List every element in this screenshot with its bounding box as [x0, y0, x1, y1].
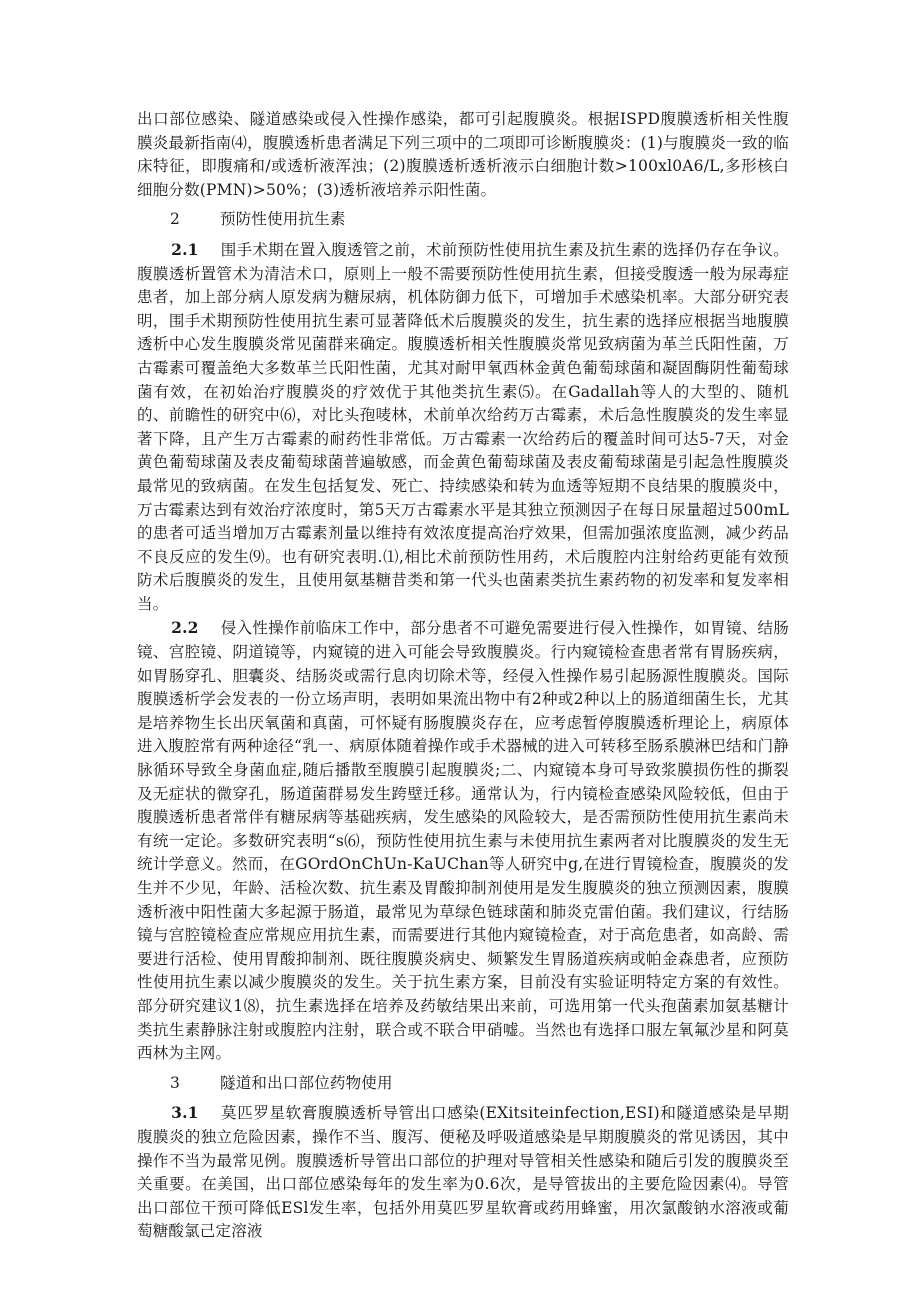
paragraph-2-1-number: 2.1: [171, 239, 199, 259]
section-2-number: 2: [170, 210, 181, 229]
paragraph-3-1-number: 3.1: [171, 1103, 199, 1123]
section-2-title: 预防性使用抗生素: [220, 210, 346, 229]
section-3-number: 3: [170, 1073, 181, 1092]
paragraph-2-1-text: 围手术期在置入腹透管之前，术前预防性使用抗生素及抗生素的选择仍存在争议。腹膜透析置管术为清洁术口，原则上一般不需要预防性使用抗生素，但接受腹透一般为尿毒症患者，加上部分病人原发病为糖尿病，机体防御力低下，可增加手术感染机率。大部分研究表明，围手术期预防性使用抗生素可显著降低术后腹膜炎的发生，抗生素的选择应根据当地腹膜透析中心发生腹膜炎常见菌群来确定。腹膜透析相关性腹膜炎常见致病菌为革兰氏阳性菌，万古霉素可覆盖绝大多数革兰氏阳性菌，尤其对耐甲氧西林金黄色葡萄球菌和凝固酶阴性葡萄球菌有效，在初始治疗腹膜炎的疗效优于其他类抗生素⑸。在Gadallah等人的大型的、随机的、前瞻性的研究中⑹，对比头孢唛林，术前单次给药万古霉素，术后急性腹膜炎的发生率显著下降，且产生万古霉素的耐药性非常低。万古霉素一次给药后的覆盖时间可达5-7天，对金黄色葡萄球菌及表皮葡萄球菌普遍敏感，而金黄色葡萄球菌及表皮葡萄球菌是引起急性腹膜炎最常见的致病菌。在发生包括复发、死亡、持续感染和转为血透等短期不良结果的腹膜炎中，万古霉素达到有效治疗浓度时，第5天万古霉素水平是其独立预测因子在每日尿量超过500mL的患者可适当增加万古霉素剂量以维持有效浓度提高治疗效果，但需加强浓度监测，减少药品不良反应的发生⑼。也有研究表明.⑴,相比术前预防性用药，术后腹腔内注射给药更能有效预防术后腹膜炎的发生，且使用氨基糖昔类和第一代头也菌素类抗生素药物的初发率和复发率相当。: [137, 240, 789, 613]
paragraph-3-1-text: 莫匹罗星软膏腹膜透析导管出口感染(EXitsiteinfection,ESI)和隧道感染是早期腹膜炎的独立危险因素，操作不当、腹泻、便秘及呼吸道感染是早期腹膜炎的常见诱因，其中操作不当为最常见例。腹膜透析导管出口部位的护理对导管相关性感染和随后引发的腹膜炎至关重要。在美国，出口部位感染每年的发生率为0.6次，是导管拔出的主要危险因素⑷。导管出口部位干预可降低ESl发生率，包括外用莫匹罗星软膏或药用蜂蜜，用次氯酸钠水溶液或葡萄糖酸氯己定溶液: [137, 1104, 789, 1241]
paragraph-2-1: [137, 238, 789, 617]
section-3-title: 隧道和出口部位药物使用: [220, 1073, 393, 1092]
paragraph-3-1: [137, 1101, 789, 1244]
intro-paragraph: 出口部位感染、隧道感染或侵入性操作感染，都可引起腹膜炎。根据ISPD腹膜透析相关性腹膜炎最新指南⑷，腹膜透析患者满足下列三项中的二项即可诊断腹膜炎：(1)与腹膜炎一致的临床特征，即腹痛和/或透析液浑浊；(2)腹膜透析透析液示白细胞计数>100xl0A6/L,多形核白细胞分数(PMN)>50%；(3)透析液培养示阳性菌。: [137, 110, 789, 199]
paragraph-2-2: [137, 616, 789, 1065]
section-2-heading: [137, 208, 789, 232]
paragraph-2-2-number: 2.2: [171, 618, 199, 638]
paragraph-2-2-text: 侵入性操作前临床工作中，部分患者不可避免需要进行侵入性操作，如胃镜、结肠镜、宫腔镜、阴道镜等，内窥镜的进入可能会导致腹膜炎。行内窥镜检查患者常有胃肠疾病，如胃肠穿孔、胆囊炎、结肠炎或需行息肉切除术等，经侵入性操作易引起肠源性腹膜炎。国际腹膜透析学会发表的一份立场声明，表明如果流出物中有2种或2种以上的肠道细菌生长，尤其是培养物生长出厌氧菌和真菌，可怀疑有肠腹膜炎存在，应考虑暂停腹膜透析理论上，病原体进入腹腔常有两种途径“乳一、病原体随着操作或手术器械的进入可转移至肠系膜淋巴结和门静脉循环导致全身菌血症,随后播散至腹膜引起腹膜炎;二、内窥镜本身可导致浆膜损伤性的撕裂及无症状的微穿孔，肠道菌群易发生跨壁迁移。通常认为，行内镜检查感染风险较低，但由于腹膜透析患者常伴有糖尿病等基础疾病，发生感染的风险较大，是否需预防性使用抗生素尚未有统一定论。多数研究表明“s⑹，预防性使用抗生素与未使用抗生素两者对比腹膜炎的发生无统计学意义。然而，在GOrdOnChUn-KaUChan等人研究中g,在进行胃镜检查，腹膜炎的发生并不少见，年龄、活检次数、抗生素及胃酸抑制剂使用是发生腹膜炎的独立预测因素，腹膜透析液中阳性菌大多起源于肠道，最常见为草绿色链球菌和肺炎克雷伯菌。我们建议，行结肠镜与宫腔镜检查应常规应用抗生素，而需要进行其他内窥镜检查，对于高危患者，如高龄、需要进行活检、使用胃酸抑制剂、既往腹膜炎病史、频繁发生胃肠道疾病或帕金森患者，应预防性使用抗生素以减少腹膜炎的发生。关于抗生素方案，目前没有实验证明特定方案的有效性。部分研究建议1⑻，抗生素选择在培养及药敏结果出来前，可选用第一代头孢菌素加氨基糖计类抗生素静脉注射或腹腔内注射，联合或不联合甲硝嘘。当然也有选择口服左氧氟沙星和阿莫西林为主网。: [137, 619, 789, 1063]
document-page: [137, 108, 789, 1244]
section-3-heading: [137, 1072, 789, 1096]
